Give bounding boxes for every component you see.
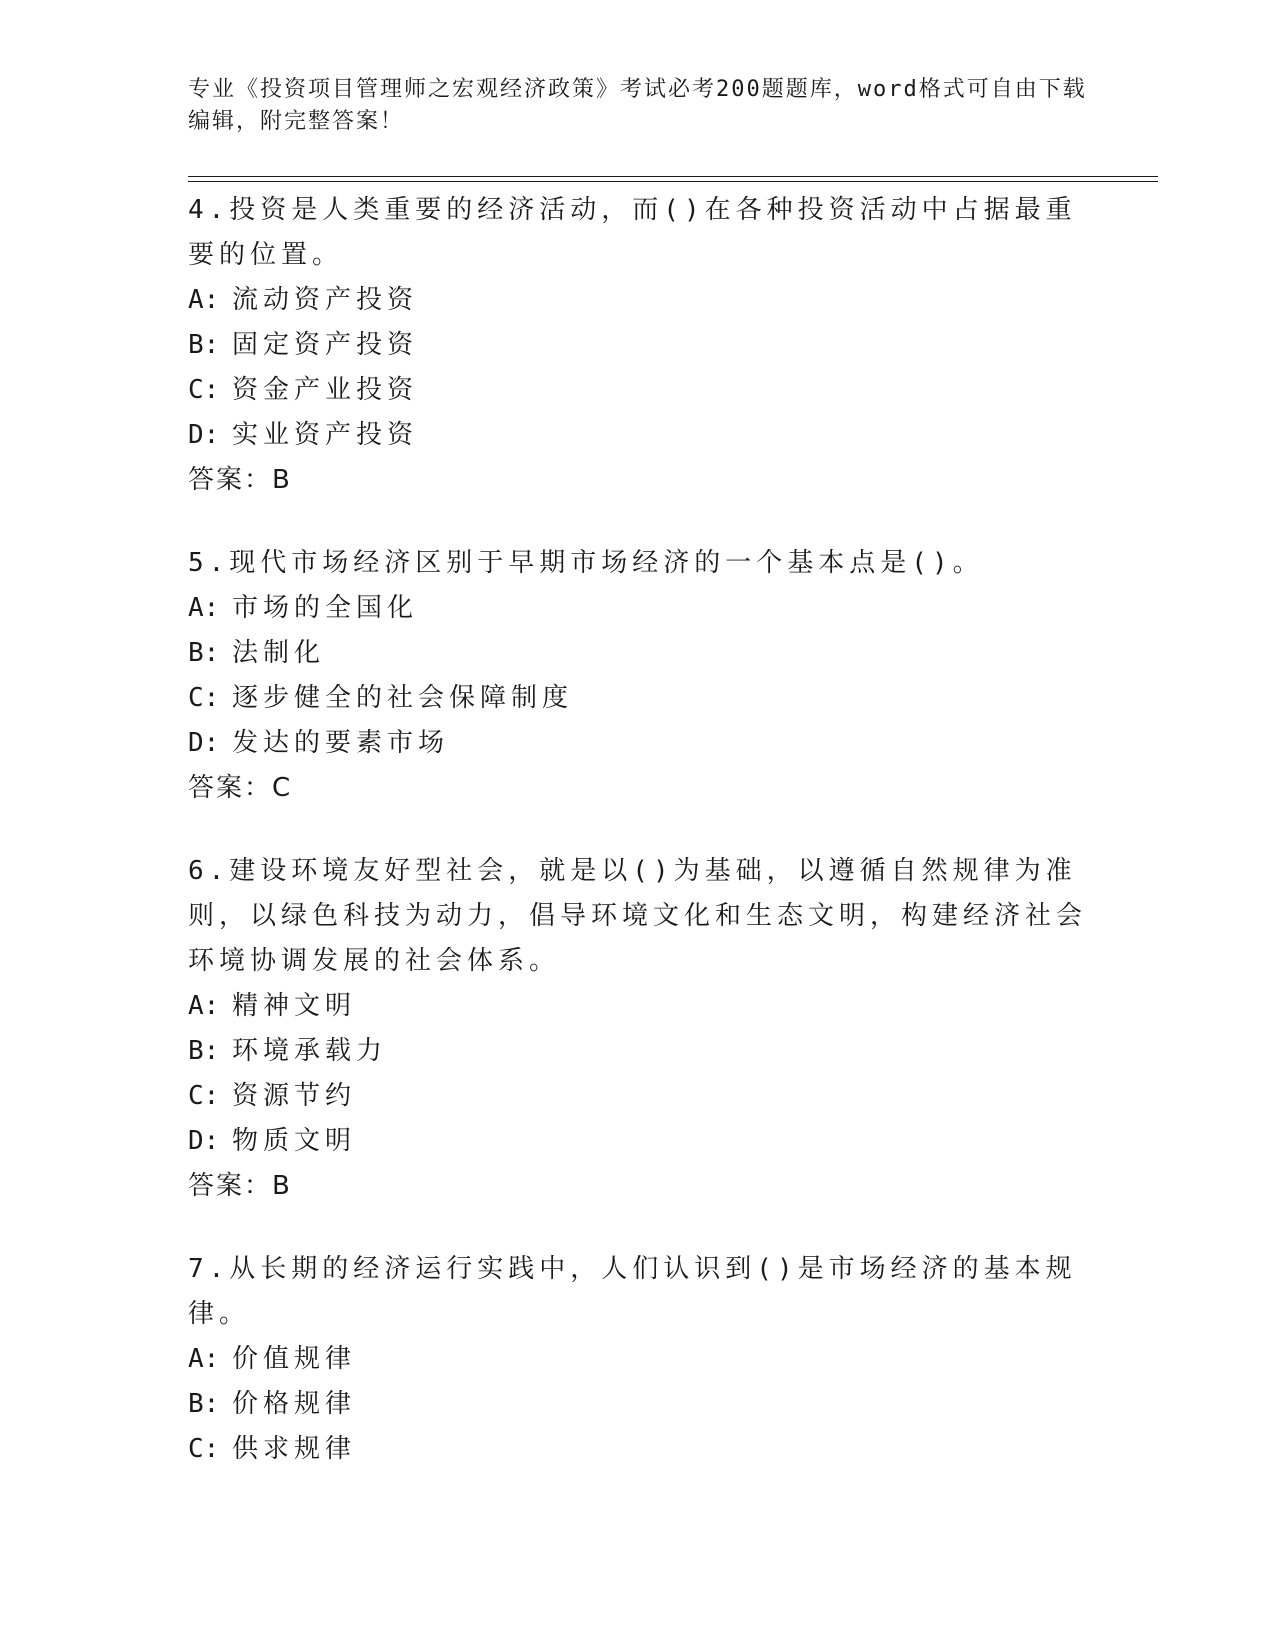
option-a	[188, 984, 1088, 1029]
option-text: 环境承载力	[232, 1036, 388, 1066]
option-letter: B:	[188, 330, 220, 360]
option-letter: D:	[188, 1126, 220, 1156]
question-5	[188, 541, 1088, 811]
question-list	[188, 188, 1088, 1510]
option-text: 发达的要素市场	[232, 728, 450, 758]
option-text: 供求规律	[232, 1434, 357, 1464]
answer-line: 答案：B	[188, 465, 292, 495]
option-a	[188, 1337, 1088, 1382]
question-text: 6.建设环境友好型社会，就是以()为基础，以遵循自然规律为准则，以绿色科技为动力，倡导环境文化和生态文明，构建经济社会环境协调发展的社会体系。	[188, 856, 1088, 976]
option-c	[188, 368, 1088, 413]
option-c	[188, 1074, 1088, 1119]
header-divider-bottom	[188, 181, 1158, 182]
question-6	[188, 849, 1088, 1209]
option-text: 实业资产投资	[232, 420, 419, 450]
document-header: 专业《投资项目管理师之宏观经济政策》考试必考200题题库，word格式可自由下载编辑，附完整答案！	[188, 77, 1087, 134]
option-text: 物质文明	[232, 1126, 357, 1156]
option-b	[188, 1029, 1088, 1074]
option-b	[188, 1382, 1088, 1427]
question-text: 4.投资是人类重要的经济活动，而()在各种投资活动中占据最重要的位置。	[188, 195, 1077, 270]
option-c	[188, 1427, 1088, 1472]
question-text: 5.现代市场经济区别于早期市场经济的一个基本点是()。	[188, 548, 984, 578]
option-letter: D:	[188, 728, 220, 758]
option-letter: A:	[188, 991, 220, 1021]
answer-line: 答案：C	[188, 773, 293, 803]
option-letter: B:	[188, 638, 220, 668]
option-text: 精神文明	[232, 991, 357, 1021]
option-letter: B:	[188, 1036, 220, 1066]
option-letter: C:	[188, 1081, 220, 1111]
option-b	[188, 323, 1088, 368]
answer-line: 答案：B	[188, 1171, 292, 1201]
header-divider-top	[188, 176, 1158, 177]
option-d	[188, 721, 1088, 766]
option-letter: C:	[188, 683, 220, 713]
option-d	[188, 413, 1088, 458]
option-text: 价格规律	[232, 1389, 357, 1419]
option-letter: D:	[188, 420, 220, 450]
option-d	[188, 1119, 1088, 1164]
option-letter: A:	[188, 593, 220, 623]
option-text: 流动资产投资	[232, 285, 419, 315]
option-text: 价值规律	[232, 1344, 357, 1374]
option-b	[188, 631, 1088, 676]
option-text: 固定资产投资	[232, 330, 419, 360]
option-text: 资源节约	[232, 1081, 357, 1111]
option-c	[188, 676, 1088, 721]
option-letter: C:	[188, 375, 220, 405]
option-text: 法制化	[232, 638, 326, 668]
question-4	[188, 188, 1088, 503]
option-letter: A:	[188, 285, 220, 315]
option-text: 逐步健全的社会保障制度	[232, 683, 574, 713]
question-text: 7.从长期的经济运行实践中，人们认识到()是市场经济的基本规律。	[188, 1254, 1077, 1329]
option-a	[188, 278, 1088, 323]
option-letter: B:	[188, 1389, 220, 1419]
option-letter: C:	[188, 1434, 220, 1464]
question-7	[188, 1247, 1088, 1472]
option-letter: A:	[188, 1344, 220, 1374]
option-text: 市场的全国化	[232, 593, 419, 623]
option-a	[188, 586, 1088, 631]
option-text: 资金产业投资	[232, 375, 419, 405]
